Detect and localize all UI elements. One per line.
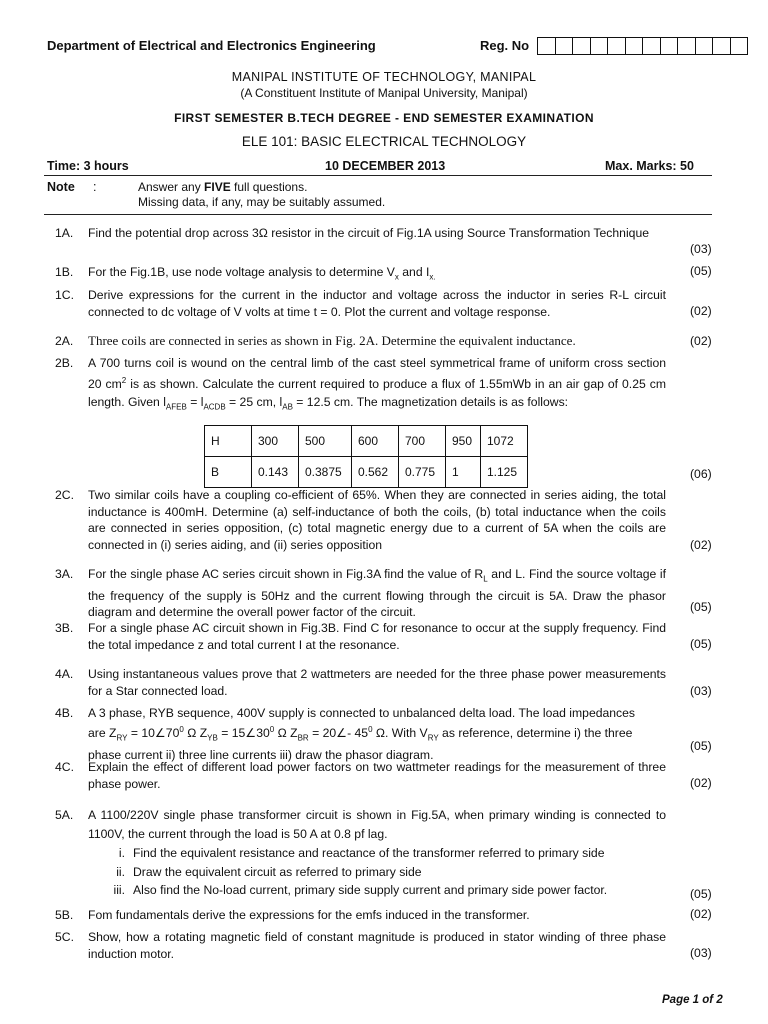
table-cell: 0.775 [399,457,446,488]
table-cell: B [205,457,252,488]
marks-4b: (05) [690,739,712,753]
exam-duration: Time: 3 hours [47,159,129,173]
table-cell: 600 [352,426,399,457]
exam-title: FIRST SEMESTER B.TECH DEGREE - END SEMESTER EXAMINATION [174,111,594,125]
table-cell: 0.143 [252,457,299,488]
table-cell: 1 [446,457,481,488]
table-cell: 0.562 [352,457,399,488]
marks-1a: (03) [690,242,712,256]
exam-date: 10 DECEMBER 2013 [325,159,446,173]
table-cell: 1072 [481,426,528,457]
marks-2c: (02) [690,538,712,552]
marks-3b: (05) [690,637,712,651]
marks-2b: (06) [690,467,712,481]
marks-5c: (03) [690,946,712,960]
department-name: Department of Electrical and Electronics Engineering [47,38,376,53]
magnetization-table [204,425,528,488]
sub-item-number: iii. [113,883,125,897]
course-title: ELE 101: BASIC ELECTRICAL TECHNOLOGY [241,134,527,149]
table-cell: 1.125 [481,457,528,488]
marks-5b: (02) [690,907,712,921]
sub-item-text: Also find the No-load current, primary side supply current and primary side power factor. [133,883,608,897]
marks-1c: (02) [690,304,712,318]
max-marks: Max. Marks: 50 [605,159,694,173]
marks-4c: (02) [690,776,712,790]
table-cell: H [205,426,252,457]
institute-subtitle: (A Constituent Institute of Manipal University, Manipal) [240,86,528,100]
institute-name: MANIPAL INSTITUTE OF TECHNOLOGY, MANIPAL [231,70,537,84]
table-row [205,426,528,457]
table-row [205,457,528,488]
table-cell: 300 [252,426,299,457]
divider [44,214,712,215]
marks-5a: (05) [690,887,712,901]
marks-3a: (05) [690,600,712,614]
divider [44,175,712,176]
sub-item-number: ii. [116,865,125,879]
note-colon: : [93,180,97,194]
sub-item-text: Find the equivalent resistance and reactance of the transformer referred to primary side [133,846,605,860]
marks-4a: (03) [690,684,712,698]
reg-no-label: Reg. No [480,38,530,53]
marks-1b: (05) [690,264,712,278]
table-cell: 500 [299,426,352,457]
page-number: Page 1 of 2 [662,994,723,1006]
table-cell: 950 [446,426,481,457]
marks-2a: (02) [690,334,712,348]
note-line-2: Missing data, if any, may be suitably assumed. [138,195,386,209]
sub-item-text: Draw the equivalent circuit as referred to primary side [133,865,422,879]
note-line-1: Answer any FIVE full questions. [138,180,308,194]
reg-no-boxes[interactable] [537,37,748,55]
sub-item-number: i. [118,846,125,860]
table-cell: 0.3875 [299,457,352,488]
note-label: Note [47,180,75,194]
table-cell: 700 [399,426,446,457]
